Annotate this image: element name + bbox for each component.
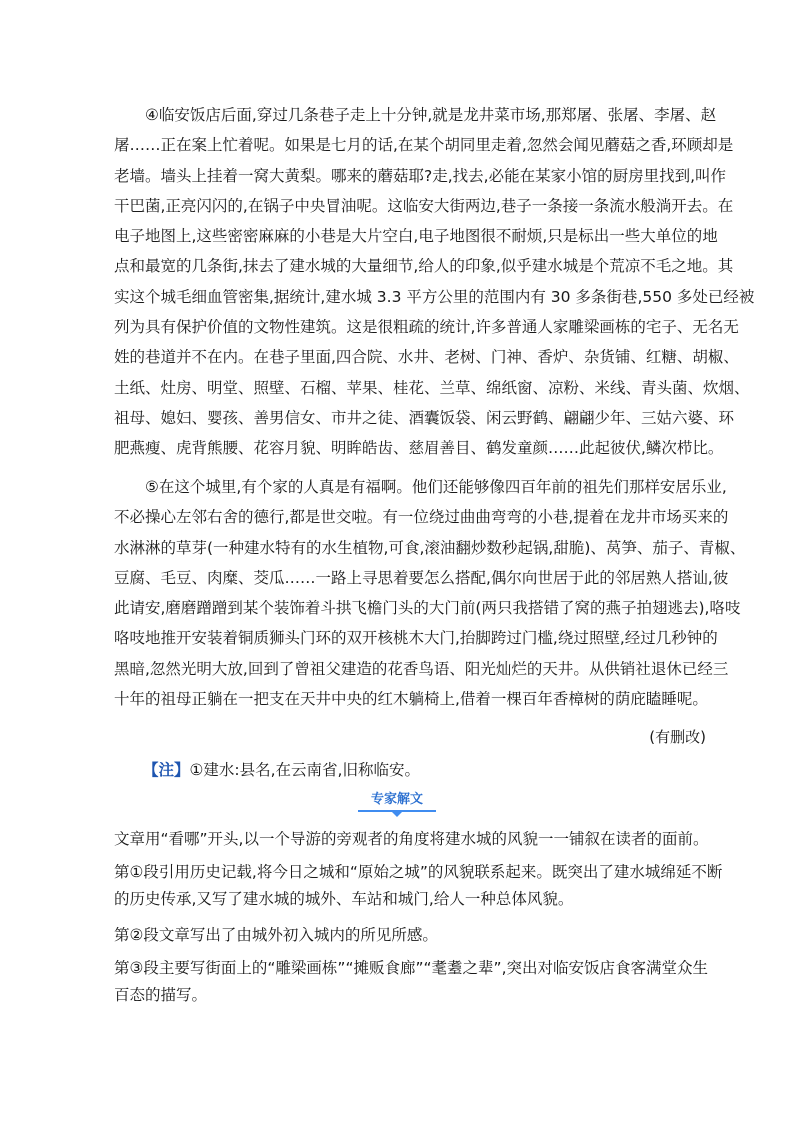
paragraph-5 [114, 472, 746, 714]
expert-line: 百态的描写。 [114, 985, 208, 1004]
paragraph-line: 实这个城毛细血管密集,据统计,建水城 3.3 平方公里的范围内有 30 多条街巷,550 多处已经被 [114, 287, 755, 306]
expert-paragraph-1 [114, 826, 709, 853]
footnote-tag: 【注】 [143, 761, 190, 779]
expert-paragraph-3 [114, 922, 680, 949]
paragraph-line: 屠……正在案上忙着呢。如果是七月的话,在某个胡同里走着,忽然会闻见蘑菇之香,环顾却是 [114, 136, 734, 155]
footnote [143, 757, 420, 783]
paragraph-line: 黑暗,忽然光明大放,回到了曾祖父建造的花香鸟语、阳光灿烂的天井。从供销社退休已经三 [114, 659, 729, 678]
paragraph-line: 不必操心左邻右舍的德行,都是世交啦。有一位绕过曲曲弯弯的小巷,提着在龙井市场买来的 [114, 508, 729, 527]
paragraph-line: 豆腐、毛豆、肉糜、茭瓜……一路上寻思着要怎么搭配,偶尔向世居于此的邻居熟人搭讪,彼 [114, 568, 729, 587]
paragraph-line: 干巴菌,正亮闪闪的,在锅子中央冒油呢。这临安大街两边,巷子一条接一条流水般淌开去。在 [114, 196, 734, 215]
badge-pointer-icon [392, 812, 402, 817]
paragraph-line: 点和最宽的几条街,抹去了建水城的大量细节,给人的印象,似乎建水城是个荒凉不毛之地。其 [114, 257, 734, 276]
paragraph-line: 列为具有保护价值的文物性建筑。这是很粗疏的统计,许多普通人家雕梁画栋的宅子、无名无 [114, 318, 739, 337]
expert-line: 第②段文章写出了由城外初入城内的所见所感。 [114, 926, 438, 944]
paragraph-line: 电子地图上,这些密密麻麻的小巷是大片空白,电子地图很不耐烦,只是标出一些大单位的地 [114, 227, 718, 246]
source-note: (有删改) [649, 728, 706, 746]
paragraph-line: 祖母、媳妇、婴孩、善男信女、市井之徒、酒囊饭袋、闲云野鹤、翩翩少年、三姑六婆、环 [114, 408, 735, 427]
expert-line: 第①段引用历史记载,将今日之城和“原始之城”的风貌联系起来。既突出了建水城绵延不断 [114, 863, 723, 881]
paragraph-4 [114, 100, 755, 464]
paragraph-line: 此请安,磨磨蹭蹭到某个装饰着斗拱飞檐门头的大门前(两只我搭错了窝的燕子拍翅逃去),咯吱 [114, 599, 741, 618]
paragraph-line: ⑤在这个城里,有个家的人真是有福啊。他们还能够像四百年前的祖先们那样安居乐业, [145, 478, 727, 496]
expert-line: 的历史传承,又写了建水城的城外、车站和城门,给人一种总体风貌。 [114, 889, 574, 908]
expert-line: 文章用“看哪”开头,以一个导游的旁观者的角度将建水城的风貌一一铺叙在读者的面前。 [114, 830, 709, 848]
footnote-text: ①建水:县名,在云南省,旧称临安。 [189, 761, 420, 779]
paragraph-line: 咯吱地推开安装着铜质狮头门环的双开核桃木大门,抬脚跨过门槛,绕过照壁,经过几秒钟的 [114, 629, 718, 648]
paragraph-line: 土纸、灶房、明堂、照壁、石榴、苹果、桂花、兰草、绵纸窗、凉粉、米线、青头菌、炊烟、 [114, 378, 750, 397]
paragraph-line: 老墙。墙头上挂着一窝大黄梨。哪来的蘑菇耶?走,找去,必能在某家小馆的厨房里找到,叫作 [114, 166, 727, 185]
expert-paragraph-4 [114, 955, 709, 1008]
expert-badge: 专家解文 [370, 792, 423, 807]
expert-line: 第③段主要写街面上的“雕梁画栋”“摊贩食廊”“耄耋之辈”,突出对临安饭店食客满堂众生 [114, 959, 709, 977]
paragraph-line: 水淋淋的草芽(一种建水特有的水生植物,可食,滚油翻炒数秒起锅,甜脆)、莴笋、茄子、青椒、 [114, 538, 746, 557]
paragraph-line: 肥燕瘦、虎背熊腰、花容月貌、明眸皓齿、慈眉善目、鹤发童颜……此起彼伏,鳞次栉比。 [114, 439, 724, 458]
paragraph-line: 十年的祖母正躺在一把支在天井中央的红木躺椅上,借着一棵百年香樟树的荫庇瞌睡呢。 [114, 690, 708, 709]
expert-paragraph-2 [114, 859, 723, 912]
paragraph-line: 姓的巷道并不在内。在巷子里面,四合院、水井、老树、门神、香炉、杂货铺、红糖、胡椒、 [114, 348, 739, 367]
paragraph-line: ④临安饭店后面,穿过几条巷子走上十分钟,就是龙井菜市场,那郑屠、张屠、李屠、赵 [145, 106, 717, 124]
